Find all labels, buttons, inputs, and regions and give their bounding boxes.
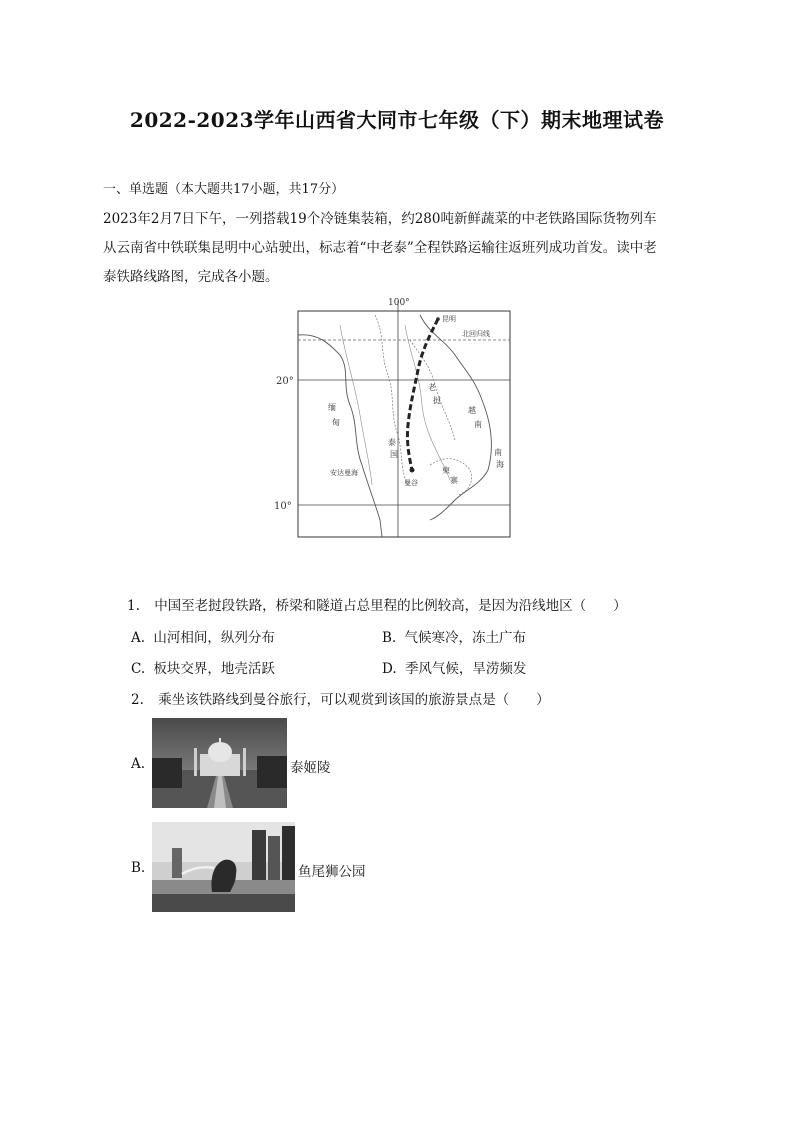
lon-label: 100° (388, 298, 410, 308)
option-letter: B. (382, 630, 397, 646)
question-number: 1. (127, 598, 140, 614)
option-text: 板块交界，地壳活跃 (153, 661, 275, 677)
question-stem: 中国至老挝段铁路，桥梁和隧道占总里程的比例较高，是因为沿线地区（ ） (154, 598, 627, 614)
option-b-letter[interactable]: B. (131, 860, 146, 876)
intro-line: 从云南省中铁联集昆明中心站驶出，标志着“中老泰”全程铁路运输往返班列成功首发。读中老 (103, 240, 657, 256)
question-2 (131, 688, 550, 708)
question-1 (127, 594, 627, 614)
option-text: 季风气候，旱涝频发 (404, 661, 527, 677)
option-letter: C. (131, 661, 146, 677)
bangkok-marker (410, 468, 415, 473)
option-a-letter[interactable]: A. (131, 756, 146, 772)
region-label: 越 (468, 406, 476, 415)
option-letter: D. (382, 661, 397, 677)
railway-map (270, 295, 530, 545)
option-text: 气候寒冷，冻土广布 (404, 630, 527, 646)
lat-label-10: 10° (274, 501, 292, 512)
option-a-caption: 泰姬陵 (290, 760, 331, 776)
option-text: 山河相间，纵列分布 (153, 630, 275, 646)
option-b-caption: 鱼尾狮公园 (298, 864, 366, 880)
region-label: 缅 (328, 403, 336, 412)
region-label: 柬 (442, 466, 450, 475)
page-title: 2022-2023学年山西省大同市七年级（下）期末地理试卷 (129, 108, 665, 132)
merlion-photo[interactable] (152, 822, 295, 912)
region-label: 南 (494, 448, 502, 457)
intro-line: 泰铁路线路图，完成各小题。 (103, 269, 279, 285)
question-number: 2. (131, 692, 144, 708)
option-letter: A. (131, 630, 146, 646)
region-label: 海 (496, 460, 504, 469)
option-d[interactable] (382, 657, 526, 677)
region-label: 老 (428, 383, 436, 392)
city-kunming: 昆明 (442, 315, 456, 323)
option-a[interactable] (131, 626, 275, 646)
region-label: 国 (390, 450, 398, 459)
intro-paragraph (103, 205, 695, 292)
region-label: 泰 (388, 438, 396, 447)
lat-label-20: 20° (276, 376, 294, 387)
option-b[interactable] (382, 626, 526, 646)
region-label: 南 (474, 420, 482, 429)
taj-mahal-photo[interactable] (152, 718, 287, 808)
tropic-label: 北回归线 (462, 330, 490, 338)
intro-line: 2023年2月7日下午，一列搭载19个冷链集装箱，约280吨新鲜蔬菜的中老铁路国际货物列车 (103, 211, 657, 227)
section-heading: 一、单选题（本大题共17小题，共17分） (103, 182, 345, 197)
city-bangkok: 曼谷 (404, 479, 418, 487)
region-label: 寨 (450, 476, 458, 485)
option-c[interactable] (131, 657, 275, 677)
region-label: 甸 (332, 418, 340, 427)
region-label: 安达曼海 (330, 469, 358, 477)
question-stem: 乘坐该铁路线到曼谷旅行，可以观赏到该国的旅游景点是（ ） (158, 692, 550, 708)
region-label: 挝 (433, 396, 441, 405)
